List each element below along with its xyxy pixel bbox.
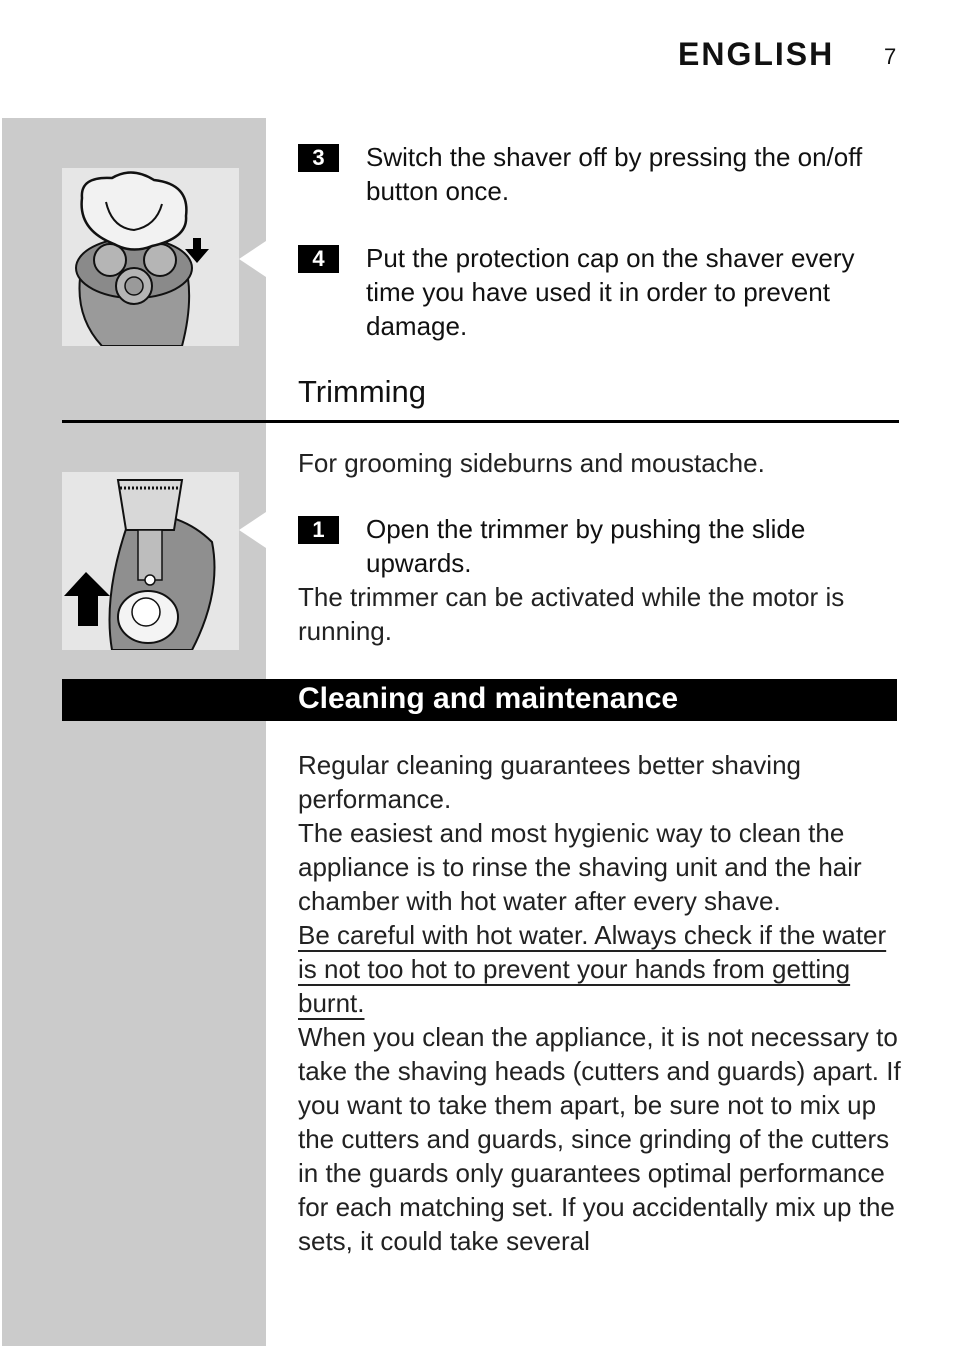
figure-pointer <box>239 241 266 277</box>
arrow-up-icon <box>64 572 112 628</box>
step-number: 4 <box>298 245 339 273</box>
trimming-intro: For grooming sideburns and moustache. <box>298 448 765 478</box>
cleaning-paragraph-2: The easiest and most hygienic way to clean the appliance is to rinse the shaving unit and the hair chamber with hot water after every shave. <box>298 818 862 916</box>
language-header: ENGLISH <box>678 36 835 72</box>
step-text: Open the trimmer by pushing the slide upwards. <box>366 514 806 578</box>
step-3 <box>298 140 908 208</box>
shaver-cap-illustration <box>62 168 239 346</box>
step-4 <box>298 241 908 343</box>
section-divider <box>62 420 899 423</box>
cleaning-heading: Cleaning and maintenance <box>298 682 679 715</box>
page-number: 7 <box>884 44 897 69</box>
cleaning-paragraph-3: When you clean the appliance, it is not necessary to take the shaving heads (cutters and guards) apart. If you want to take them apart, be sure not to mix up the cutters and guards, since grinding of the cutters in the guards only guarantees optimal performance for each matching set. If you accidentally mix up the sets, it could take several <box>298 1022 901 1256</box>
cleaning-body <box>298 748 908 1258</box>
step-number: 1 <box>298 516 339 544</box>
hot-water-warning: Be careful with hot water. Always check if the water is not too hot to prevent your hands from getting burnt. <box>298 920 887 1018</box>
trimming-note: The trimmer can be activated while the motor is running. <box>298 582 845 646</box>
arrow-down-icon <box>184 238 210 264</box>
cleaning-paragraph-1: Regular cleaning guarantees better shaving performance. <box>298 750 802 814</box>
figure-pointer <box>239 512 266 548</box>
step-text: Put the protection cap on the shaver every time you have used it in order to prevent damage. <box>366 243 855 341</box>
step-1 <box>298 512 908 580</box>
step-text: Switch the shaver off by pressing the on/off button once. <box>366 142 863 206</box>
step-number: 3 <box>298 144 339 172</box>
trimming-heading: Trimming <box>298 374 427 409</box>
